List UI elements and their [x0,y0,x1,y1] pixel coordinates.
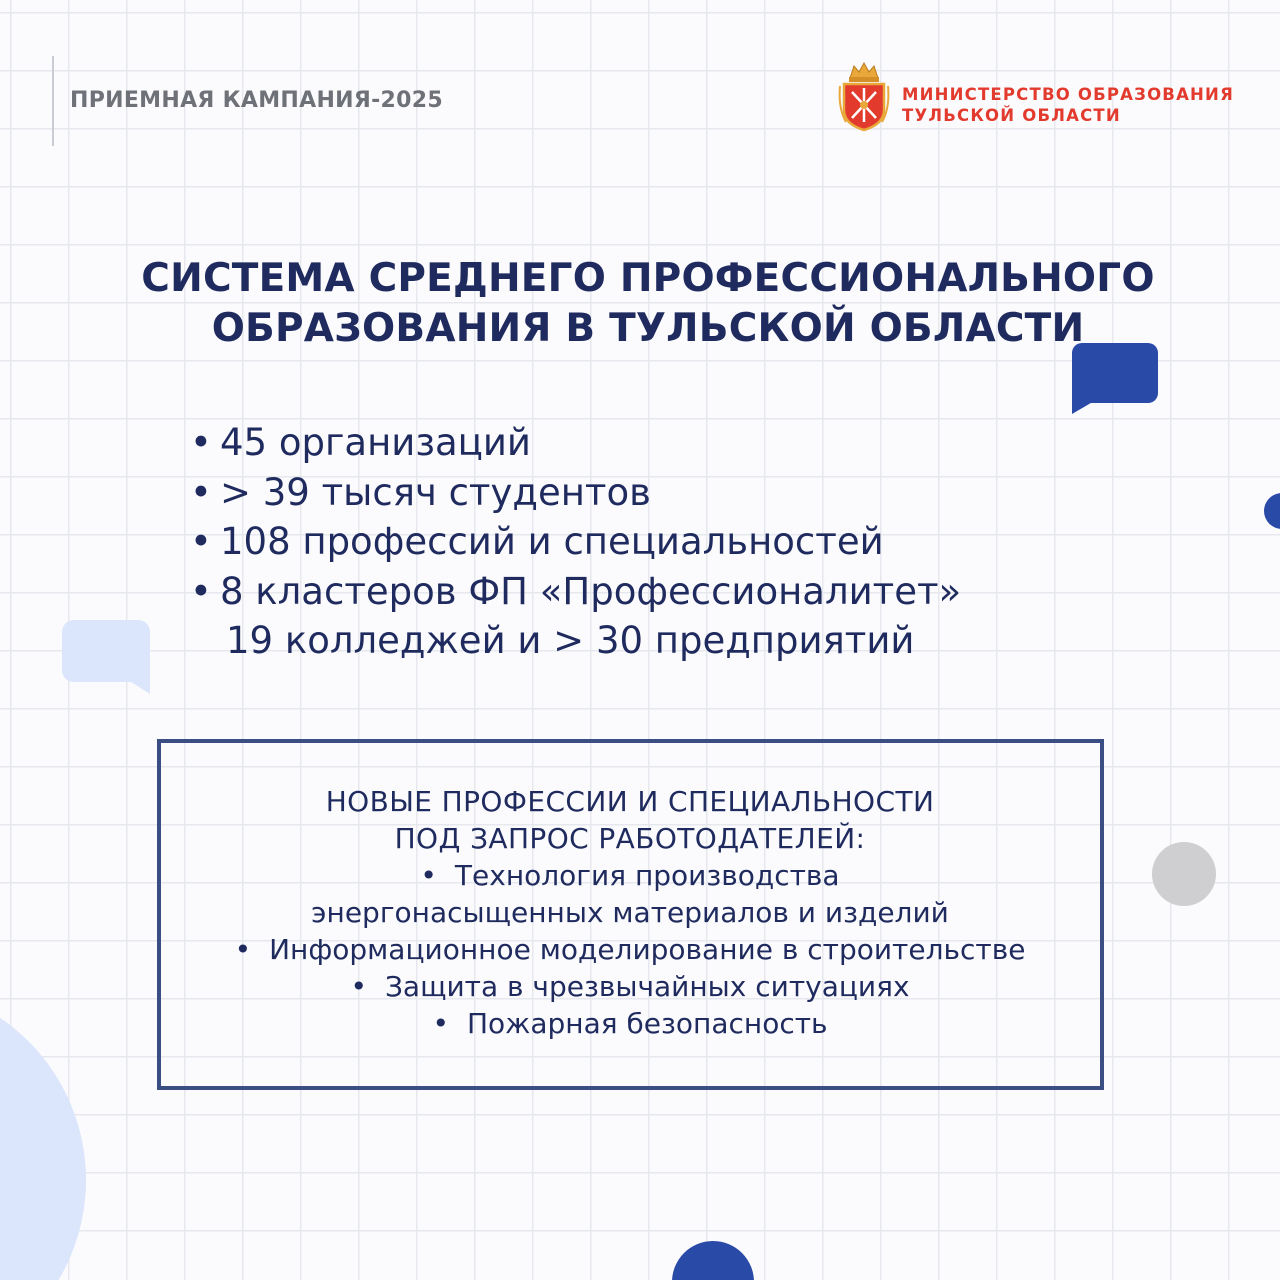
title-line-1: СИСТЕМА СРЕДНЕГО ПРОФЕССИОНАЛЬНОГО [141,256,1155,301]
bullet: • [350,970,367,1003]
blue-circle-right [1264,493,1280,529]
bullet: • [190,569,212,613]
bullet: • [420,859,437,892]
list-item [190,517,961,567]
ministry-line-1: МИНИСТЕРСТВО ОБРАЗОВАНИЯ [902,85,1234,104]
stat-organizations: 45 организаций [220,421,531,464]
new-programs-heading-1: НОВЫЕ ПРОФЕССИИ И СПЕЦИАЛЬНОСТИ [325,785,935,818]
list-item [0,1005,1260,1042]
list-item [190,567,961,617]
chat-bubble-light-icon [62,620,150,694]
bullet: • [190,520,212,563]
program-1-line-2: энергонасыщенных материалов и изделий [311,896,949,929]
campaign-title: ПРИЕМНАЯ КАМПАНИЯ-2025 [70,88,443,113]
stat-professions: 108 профессий и специальностей [220,520,884,563]
list-item [0,931,1260,968]
ministry-line-2: ТУЛЬСКОЙ ОБЛАСТИ [902,106,1121,125]
list-item [190,468,961,518]
program-4: Пожарная безопасность [466,1007,828,1040]
blue-circle-bottom [672,1241,754,1280]
bullet: • [190,421,212,464]
stat-students: > 39 тысяч студентов [220,470,651,514]
program-2: Информационное моделирование в строительстве [269,933,1026,966]
list-item [0,857,1260,894]
title-line-2: ОБРАЗОВАНИЯ В ТУЛЬСКОЙ ОБЛАСТИ [211,306,1085,351]
program-1-line-1: Технология производства [454,859,840,892]
new-programs-heading-2: ПОД ЗАПРОС РАБОТОДАТЕЛЕЙ: [394,822,866,855]
bullet: • [190,470,212,514]
stats-list [190,418,961,666]
list-item [0,968,1260,1005]
stat-colleges: 19 колледжей и > 30 предприятий [226,619,915,662]
list-item [190,418,961,468]
ministry-name [902,84,1234,126]
bullet: • [432,1007,449,1040]
tula-coat-of-arms-icon [838,60,890,132]
program-3: Защита в чрезвычайных ситуациях [384,970,910,1003]
new-programs-content [0,783,1260,1042]
bullet: • [234,933,252,966]
page-title [0,254,1280,354]
header-divider [52,56,54,146]
stat-clusters: 8 кластеров ФП «Профессионалитет» [220,569,962,613]
